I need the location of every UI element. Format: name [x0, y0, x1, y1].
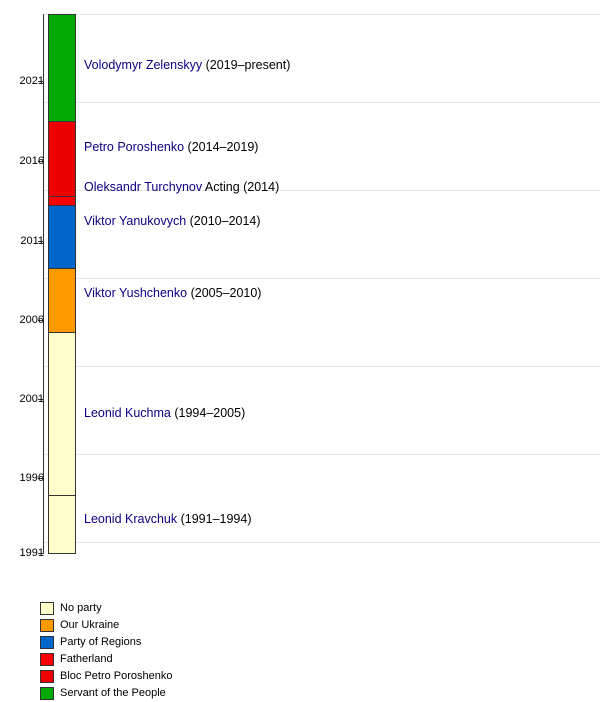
legend-swatch-bloc-petro-poroshenko: [40, 670, 54, 683]
segment-divider-3: [48, 205, 76, 206]
segment-label-yanukovych: [84, 214, 261, 228]
gridline-2021b: [44, 102, 600, 103]
legend-swatch-our-ukraine: [40, 619, 54, 632]
segment-label-turchynov: [84, 180, 279, 194]
tick-label-2001: 2001: [19, 393, 44, 405]
segment-yushchenko: [48, 268, 76, 332]
president-name-zelenskyy[interactable]: Volodymyr Zelenskyy: [84, 58, 203, 72]
legend-label-no-party: No party: [60, 602, 102, 614]
segment-divider-5: [48, 332, 76, 333]
segment-divider-6: [48, 495, 76, 496]
president-term-poroshenko: (2014–2019): [187, 140, 259, 154]
segment-zelenskyy: [48, 14, 76, 121]
segment-turchynov: [48, 196, 76, 205]
legend-swatch-no-party: [40, 602, 54, 615]
legend-label-servant-of-the-people: Servant of the People: [60, 687, 166, 699]
segment-label-zelenskyy: [84, 58, 290, 72]
legend-label-bloc-petro-poroshenko: Bloc Petro Poroshenko: [60, 670, 173, 682]
segment-label-poroshenko: [84, 140, 258, 154]
gridline-2011: [44, 278, 600, 279]
legend-item-fatherland: [40, 651, 440, 667]
gridline-1996: [44, 542, 600, 543]
segment-divider-1: [48, 121, 76, 122]
segment-poroshenko: [48, 121, 76, 196]
president-name-yushchenko[interactable]: Viktor Yushchenko: [84, 286, 188, 300]
president-term-yushchenko: (2005–2010): [190, 286, 262, 300]
tick-label-1996: 1996: [19, 472, 44, 484]
chart-legend: [40, 600, 440, 702]
tick-label-2021: 2021: [19, 75, 44, 87]
president-term-yanukovych: (2010–2014): [189, 214, 261, 228]
president-name-kuchma[interactable]: Leonid Kuchma: [84, 406, 171, 420]
tick-label-2006: 2006: [19, 314, 44, 326]
segment-divider-2: [48, 196, 76, 197]
segment-divider-4: [48, 268, 76, 269]
legend-label-party-of-regions: Party of Regions: [60, 636, 142, 648]
segment-kravchuk: [48, 495, 76, 554]
legend-swatch-party-of-regions: [40, 636, 54, 649]
legend-swatch-fatherland: [40, 653, 54, 666]
president-term-turchynov: Acting (2014): [204, 180, 280, 194]
legend-item-our-ukraine: [40, 617, 440, 633]
legend-item-servant-of-the-people: [40, 685, 440, 701]
president-term-zelenskyy: (2019–present): [205, 58, 291, 72]
legend-swatch-servant-of-the-people: [40, 687, 54, 700]
segment-label-kuchma: [84, 406, 245, 420]
legend-item-bloc-petro-poroshenko: [40, 668, 440, 684]
gridline-2021: [44, 14, 600, 15]
tick-label-1991: 1991: [19, 547, 44, 559]
president-name-kravchuk[interactable]: Leonid Kravchuk: [84, 512, 178, 526]
president-name-poroshenko[interactable]: Petro Poroshenko: [84, 140, 185, 154]
president-name-turchynov[interactable]: Oleksandr Turchynov: [84, 180, 203, 194]
tick-label-2011: 2011: [20, 235, 44, 247]
tick-label-2016: 2016: [19, 155, 44, 167]
gridline-2001: [44, 454, 600, 455]
legend-item-no-party: [40, 600, 440, 616]
president-term-kuchma: (1994–2005): [174, 406, 246, 420]
segment-yanukovych: [48, 205, 76, 268]
legend-item-party-of-regions: [40, 634, 440, 650]
segment-label-kravchuk: [84, 512, 252, 526]
segment-label-yushchenko: [84, 286, 261, 300]
segment-kuchma: [48, 332, 76, 495]
president-term-kravchuk: (1991–1994): [180, 512, 252, 526]
legend-label-fatherland: Fatherland: [60, 653, 113, 665]
gridline-2006: [44, 366, 600, 367]
legend-label-our-ukraine: Our Ukraine: [60, 619, 120, 631]
president-name-yanukovych[interactable]: Viktor Yanukovych: [84, 214, 187, 228]
